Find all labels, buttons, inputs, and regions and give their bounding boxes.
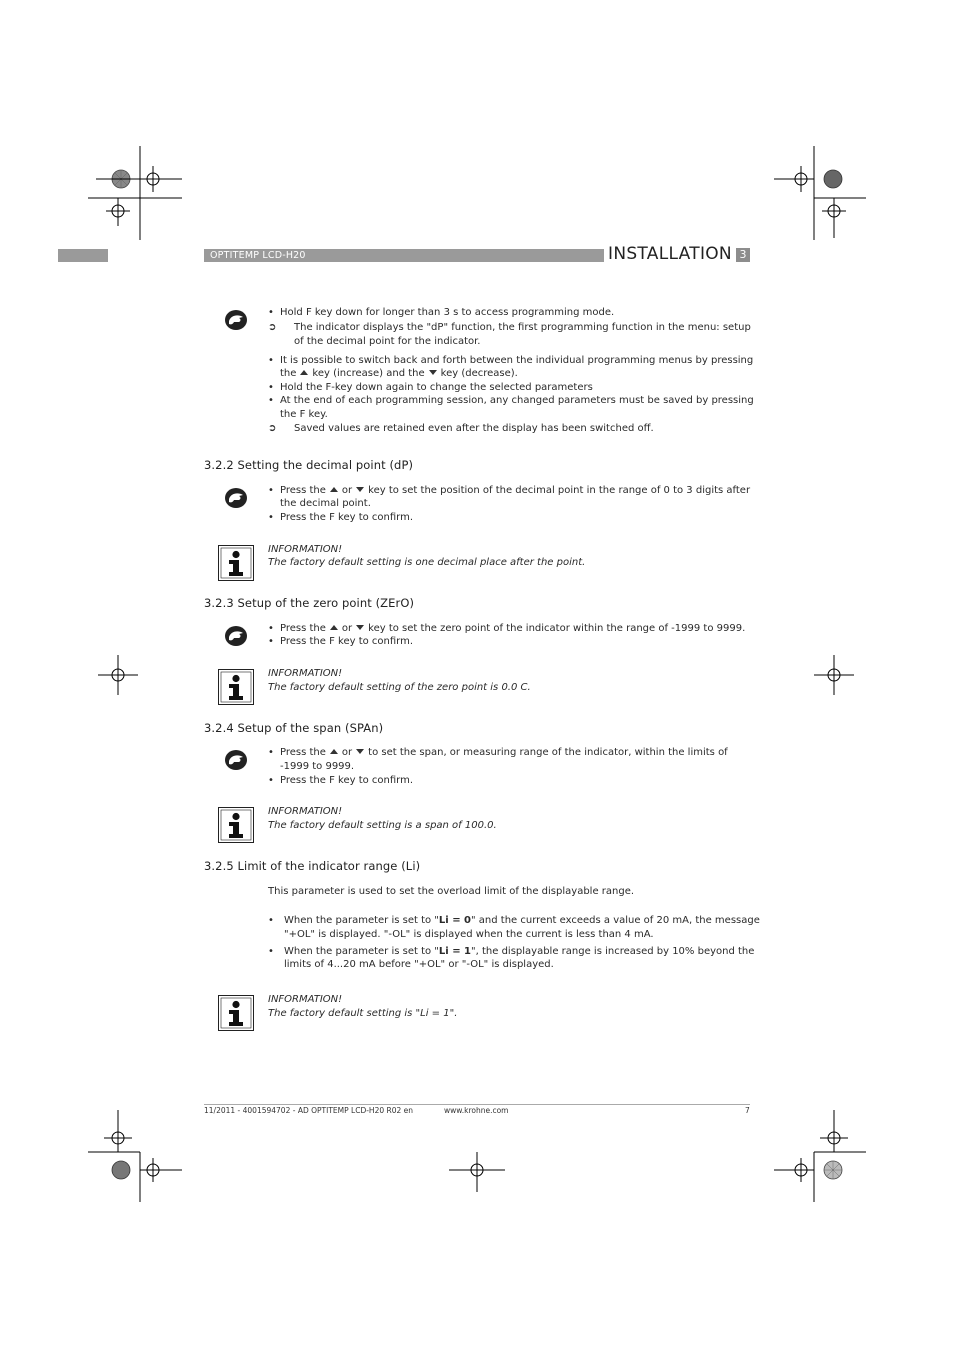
- span-bullet-1: [280, 746, 728, 760]
- limit-bullet-1-line2: "+OL" is displayed. "-OL" is displayed when the current is less than 4 mA.: [284, 929, 654, 940]
- down-arrow-key-icon: [356, 487, 364, 492]
- intro-result-2: Saved values are retained even after the display has been switched off.: [294, 423, 654, 434]
- info-text: The factory default setting is one decimal place after the point.: [268, 557, 586, 568]
- crop-mark-mid-left: [98, 655, 138, 695]
- registration-mark-icon: [88, 146, 188, 246]
- down-arrow-key-icon: [429, 370, 437, 375]
- text-fragment: to set the span, or measuring range of the indicator, within the limits of: [368, 747, 728, 758]
- result-arrow: ➲: [268, 322, 277, 333]
- crop-mark-bottom-left: [88, 1108, 188, 1208]
- info-text: The factory default setting of the zero point is 0.0 C.: [268, 682, 531, 693]
- bullet-mark: •: [268, 623, 274, 634]
- header-left-bar: [58, 249, 108, 262]
- zero-bullet-1: [280, 622, 745, 636]
- registration-mark-icon: [98, 655, 138, 695]
- parameter-value: Li = 0: [438, 915, 472, 926]
- text-fragment: Press the: [280, 747, 326, 758]
- registration-mark-icon: [770, 146, 870, 246]
- footer-doc-ref: 11/2011 - 4001594702 - AD OPTITEMP LCD-H20 R02 en: [204, 1106, 414, 1115]
- registration-mark-icon: [814, 655, 854, 695]
- information-icon: [218, 807, 254, 847]
- text-fragment: or: [341, 623, 353, 634]
- bullet-mark: •: [268, 512, 274, 523]
- information-icon: [218, 995, 254, 1035]
- down-arrow-key-icon: [356, 625, 364, 630]
- bullet-mark: •: [268, 307, 274, 318]
- text-fragment: key to set the zero point of the indicator within the range of -1999 to 9999.: [368, 623, 746, 634]
- up-arrow-key-icon: [300, 370, 308, 375]
- hand-pointing-icon: [224, 309, 248, 335]
- footer-divider: [204, 1104, 750, 1105]
- text-fragment: ", the displayable range is increased by 10% beyond the: [471, 946, 755, 957]
- text-fragment: When the parameter is set to ": [284, 915, 439, 926]
- crop-mark-top-right: [770, 146, 870, 246]
- zero-bullet-2: Press the F key to confirm.: [280, 636, 414, 647]
- header-product-bar: [204, 249, 604, 262]
- intro-bullet-4-line2: the F key.: [280, 409, 328, 420]
- section-heading-span: 3.2.4 Setup of the span (SPAn): [204, 721, 384, 735]
- dp-bullet-2: Press the F key to confirm.: [280, 512, 414, 523]
- registration-mark-icon: [449, 1150, 505, 1194]
- bullet-mark: •: [268, 946, 274, 957]
- footer-page-number: 7: [745, 1106, 750, 1115]
- bullet-mark: •: [268, 915, 274, 926]
- crop-mark-mid-right: [814, 655, 854, 695]
- header-product-name: OPTITEMP LCD-H20: [210, 250, 306, 261]
- bullet-mark: •: [268, 485, 274, 496]
- limit-intro: This parameter is used to set the overload limit of the displayable range.: [268, 886, 635, 897]
- bullet-mark: •: [268, 382, 274, 393]
- text-fragment: the: [280, 368, 297, 379]
- bullet-mark: •: [268, 775, 274, 786]
- information-icon: [218, 669, 254, 709]
- intro-bullet-1: Hold F key down for longer than 3 s to access programming mode.: [280, 307, 615, 318]
- text-fragment: Press the: [280, 623, 326, 634]
- text-fragment: key (increase) and the: [312, 368, 425, 379]
- up-arrow-key-icon: [330, 625, 338, 630]
- intro-result-1-line1: The indicator displays the "dP" function, the first programming function in the menu: setup: [294, 322, 751, 333]
- info-title: INFORMATION!: [268, 668, 343, 679]
- text-fragment: or: [341, 747, 353, 758]
- intro-bullet-3: Hold the F-key down again to change the selected parameters: [280, 382, 593, 393]
- span-bullet-2: Press the F key to confirm.: [280, 775, 414, 786]
- intro-bullet-2-line2: [280, 367, 518, 381]
- hand-pointing-icon: [224, 487, 248, 513]
- bullet-mark: •: [268, 395, 274, 406]
- header-chapter-number: 3: [736, 248, 750, 262]
- info-title: INFORMATION!: [268, 994, 343, 1005]
- info-text: The factory default setting is "Li = 1".: [268, 1008, 458, 1019]
- info-title: INFORMATION!: [268, 544, 343, 555]
- intro-bullet-4-line1: At the end of each programming session, any changed parameters must be saved by pressing: [280, 395, 754, 406]
- crop-mark-top-left: [88, 146, 188, 246]
- header-section-title: INSTALLATION: [608, 244, 732, 264]
- span-bullet-1-line2: -1999 to 9999.: [280, 761, 355, 772]
- section-heading-zero: 3.2.3 Setup of the zero point (ZErO): [204, 596, 415, 610]
- intro-bullet-2-line1: It is possible to switch back and forth between the individual programming menus by pressing: [280, 355, 754, 366]
- text-fragment: When the parameter is set to ": [284, 946, 439, 957]
- intro-result-1-line2: of the decimal point for the indicator.: [294, 336, 481, 347]
- info-text: The factory default setting is a span of 100.0.: [268, 820, 497, 831]
- dp-bullet-1: [280, 484, 750, 498]
- dp-bullet-1-line2: the decimal point.: [280, 498, 371, 509]
- down-arrow-key-icon: [356, 749, 364, 754]
- registration-mark-icon: [770, 1108, 870, 1208]
- text-fragment: Press the: [280, 485, 326, 496]
- text-fragment: " and the current exceeds a value of 20 mA, the message: [471, 915, 760, 926]
- section-heading-limit: 3.2.5 Limit of the indicator range (Li): [204, 859, 421, 873]
- bullet-mark: •: [268, 636, 274, 647]
- section-heading-dp: 3.2.2 Setting the decimal point (dP): [204, 458, 414, 472]
- limit-bullet-2-line2: limits of 4...20 mA before "+OL" or "-OL" is displayed.: [284, 959, 554, 970]
- registration-mark-icon: [88, 1108, 188, 1208]
- up-arrow-key-icon: [330, 487, 338, 492]
- information-icon: [218, 545, 254, 585]
- parameter-value: Li = 1: [438, 946, 472, 957]
- text-fragment: or: [341, 485, 353, 496]
- hand-pointing-icon: [224, 625, 248, 651]
- result-arrow: ➲: [268, 423, 277, 434]
- text-fragment: key to set the position of the decimal point in the range of 0 to 3 digits after: [368, 485, 751, 496]
- limit-bullet-2: [284, 945, 754, 959]
- bullet-mark: •: [268, 355, 274, 366]
- hand-pointing-icon: [224, 749, 248, 775]
- bullet-mark: •: [268, 747, 274, 758]
- info-title: INFORMATION!: [268, 806, 343, 817]
- limit-bullet-1: [284, 914, 760, 928]
- crop-mark-bottom-center: [449, 1150, 505, 1194]
- text-fragment: key (decrease).: [440, 368, 518, 379]
- up-arrow-key-icon: [330, 749, 338, 754]
- footer-website: www.krohne.com: [444, 1106, 509, 1115]
- crop-mark-bottom-right: [770, 1108, 870, 1208]
